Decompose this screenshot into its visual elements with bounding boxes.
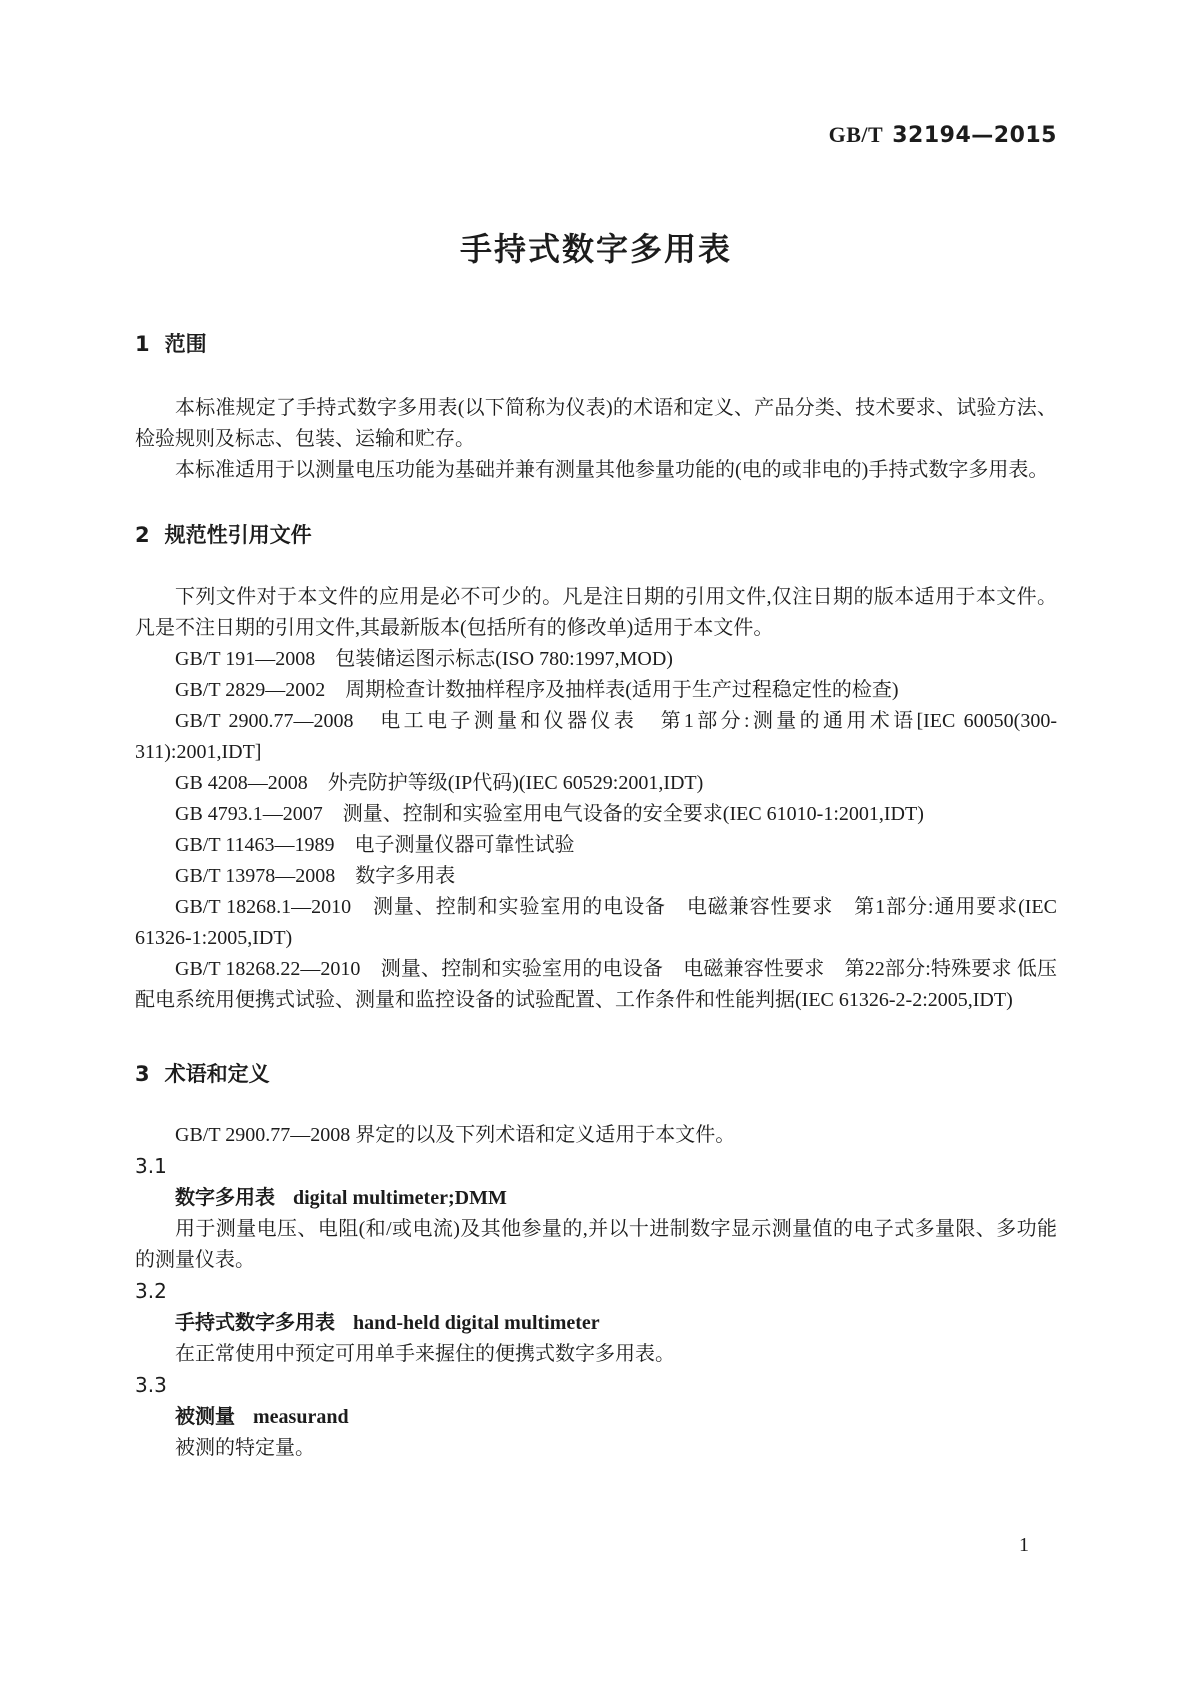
term-entry <box>135 1276 1057 1370</box>
term-english: measurand <box>253 1406 349 1428</box>
reference-item: GB/T 191—2008 包装储运图示标志(ISO 780:1997,MOD) <box>175 648 673 670</box>
reference-item: GB 4208—2008 外壳防护等级(IP代码)(IEC 60529:2001,IDT) <box>175 772 704 794</box>
section-title: 规范性引用文件 <box>164 523 312 547</box>
section-number: 2 <box>135 523 150 547</box>
scope-paragraph: 本标准适用于以测量电压功能为基础并兼有测量其他参量功能的(电的或非电的)手持式数字多用表。 <box>175 459 1049 481</box>
document-title: 手持式数字多用表 <box>459 230 732 268</box>
section-title: 术语和定义 <box>164 1062 270 1086</box>
reference-item: GB/T 13978—2008 数字多用表 <box>175 865 456 887</box>
term-chinese: 手持式数字多用表 <box>175 1310 335 1334</box>
term-definition: 在正常使用中预定可用单手来握住的便携式数字多用表。 <box>175 1343 675 1365</box>
term-english: digital multimeter;DMM <box>293 1187 507 1209</box>
section-title: 范围 <box>164 332 207 356</box>
term-line <box>135 1307 1057 1339</box>
term-chinese: 被测量 <box>175 1404 235 1428</box>
term-english: hand-held digital multimeter <box>353 1312 600 1334</box>
term-definition: 被测的特定量。 <box>175 1437 315 1459</box>
section-number: 1 <box>135 332 150 356</box>
reference-item: GB/T 2900.77—2008 电工电子测量和仪器仪表 第1部分:测量的通用术语[IEC 60050(300-311):2001,IDT] <box>135 710 1057 763</box>
term-entry <box>135 1370 1057 1464</box>
term-number: 3.1 <box>135 1154 167 1178</box>
reference-item: GB/T 18268.22—2010 测量、控制和实验室用的电设备 电磁兼容性要求 第22部分:特殊要求 低压配电系统用便携式试验、测量和监控设备的试验配置、工作条件和性能判据(IEC 61326-2-2:2005,IDT) <box>135 958 1057 1011</box>
term-number: 3.3 <box>135 1373 167 1397</box>
scope-paragraphs <box>135 393 1057 486</box>
scope-paragraph: 本标准规定了手持式数字多用表(以下简称为仪表)的术语和定义、产品分类、技术要求、试验方法、检验规则及标志、包装、运输和贮存。 <box>135 397 1057 450</box>
section-heading-scope <box>135 329 1057 360</box>
section-heading-terms <box>135 1059 1057 1090</box>
standard-code <box>135 122 1057 149</box>
term-line <box>135 1182 1057 1214</box>
terms-intro: GB/T 2900.77—2008 界定的以及下列术语和定义适用于本文件。 <box>175 1124 736 1146</box>
reference-item: GB/T 11463—1989 电子测量仪器可靠性试验 <box>175 834 575 856</box>
references-list <box>135 644 1057 1016</box>
reference-item: GB/T 2829—2002 周期检查计数抽样程序及抽样表(适用于生产过程稳定性的检查) <box>175 679 899 701</box>
reference-item: GB 4793.1—2007 测量、控制和实验室用电气设备的安全要求(IEC 61010-1:2001,IDT) <box>175 803 924 825</box>
page-number: 1 <box>1019 1534 1029 1556</box>
term-entry <box>135 1151 1057 1276</box>
term-definition: 用于测量电压、电阻(和/或电流)及其他参量的,并以十进制数字显示测量值的电子式多量限、多功能的测量仪表。 <box>135 1218 1057 1271</box>
reference-item: GB/T 18268.1—2010 测量、控制和实验室用的电设备 电磁兼容性要求 第1部分:通用要求(IEC 61326-1:2005,IDT) <box>135 896 1057 949</box>
section-heading-references <box>135 520 1057 551</box>
term-line <box>135 1401 1057 1433</box>
term-number: 3.2 <box>135 1279 167 1303</box>
references-intro: 下列文件对于本文件的应用是必不可少的。凡是注日期的引用文件,仅注日期的版本适用于本文件。凡是不注日期的引用文件,其最新版本(包括所有的修改单)适用于本文件。 <box>135 586 1057 639</box>
term-chinese: 数字多用表 <box>175 1185 275 1209</box>
standard-code-prefix: GB/T <box>828 122 884 147</box>
section-number: 3 <box>135 1062 150 1086</box>
standard-code-number: 32194—2015 <box>892 123 1057 148</box>
